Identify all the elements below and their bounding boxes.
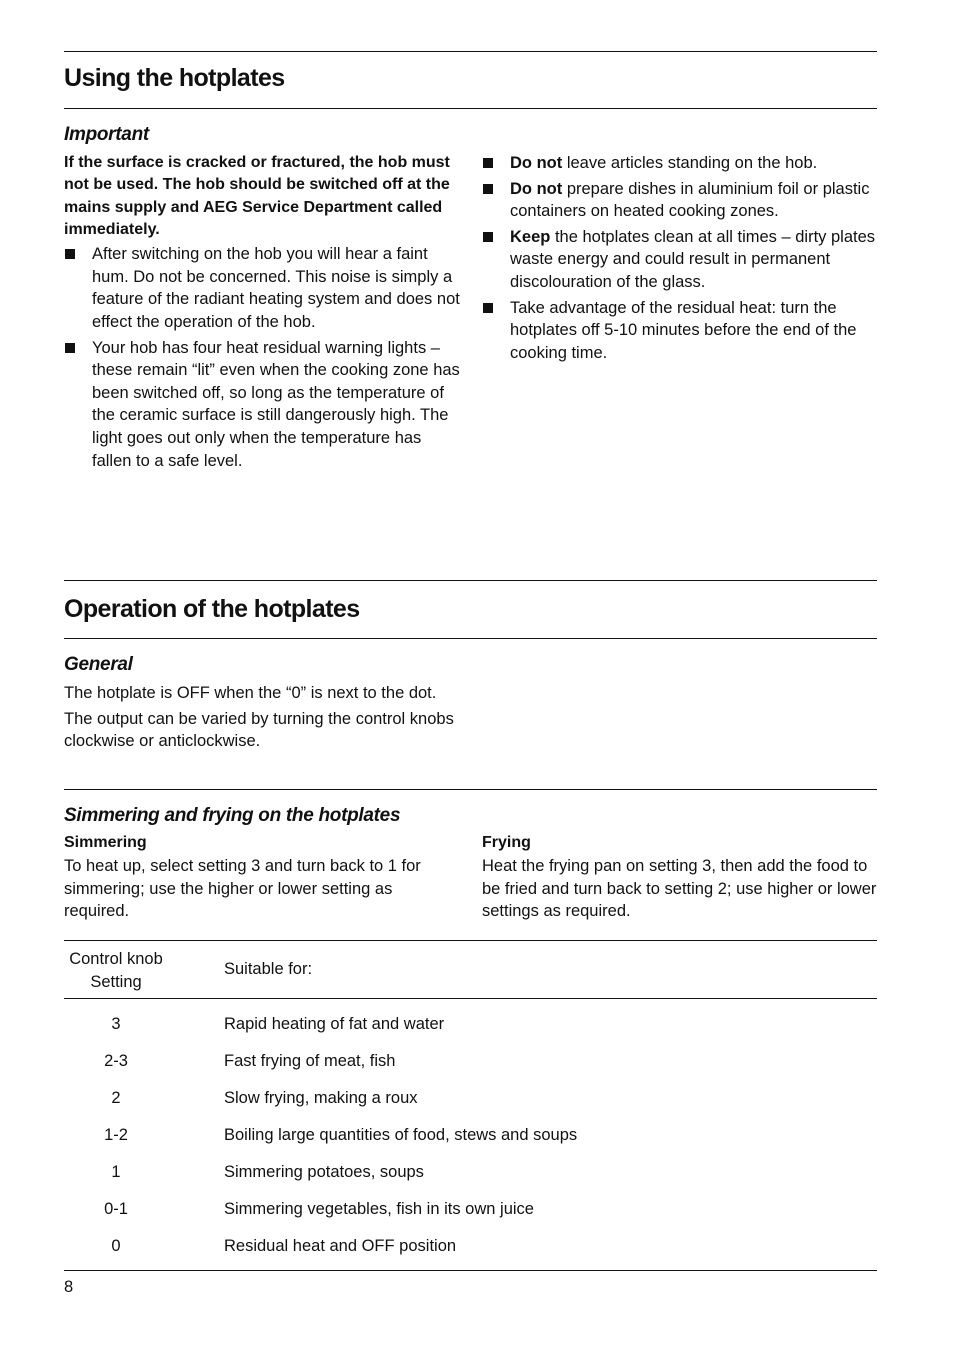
section2-top-rule	[64, 580, 877, 581]
bullet-square-icon	[483, 232, 493, 242]
list-item: Do not leave articles standing on the hob.	[482, 152, 880, 175]
frying-title: Frying	[482, 834, 531, 851]
use-value: Rapid heating of fat and water	[224, 1015, 445, 1033]
frying-text: Heat the frying pan on setting 3, then add the food to be fried and turn back to setting 2; use higher or lower settings as required.	[482, 857, 877, 921]
table-header-rule	[64, 998, 877, 999]
bullet-square-icon	[483, 158, 493, 168]
bullet-square-icon	[483, 303, 493, 313]
use-value: Residual heat and OFF position	[224, 1237, 457, 1255]
frying-block	[482, 834, 878, 923]
setting-value: 2	[111, 1089, 121, 1107]
section-title-operation: Operation of the hotplates	[64, 595, 360, 623]
header-setting-line2: Setting	[90, 972, 142, 991]
header-setting-line1: Control knob	[69, 950, 163, 968]
table-row	[64, 1089, 877, 1111]
table-row	[64, 1163, 877, 1185]
table-row	[64, 1126, 877, 1148]
list-item: Do not prepare dishes in aluminium foil or plastic containers on heated cooking zones.	[482, 178, 880, 223]
table-row	[64, 1015, 877, 1037]
table-header-setting	[54, 948, 178, 993]
top-rule	[64, 51, 877, 52]
left-column	[64, 152, 460, 475]
table-row	[64, 1052, 877, 1074]
table-row	[64, 1200, 877, 1222]
use-value: Simmering potatoes, soups	[224, 1163, 424, 1181]
general-para-2: The output can be varied by turning the control knobs clockwise or anticlockwise.	[64, 709, 454, 751]
warning-text: If the surface is cracked or fractured, the hob must not be used. The hob should be switched off at the mains supply and AEG Service Department called immediately.	[64, 154, 450, 238]
simmering-frying-heading: Simmering and frying on the hotplates	[64, 805, 401, 826]
general-rule	[64, 789, 877, 790]
bullet-square-icon	[65, 249, 75, 259]
general-heading: General	[64, 654, 133, 675]
general-para-1: The hotplate is OFF when the “0” is next to the dot.	[64, 684, 437, 702]
use-value: Boiling large quantities of food, stews and soups	[224, 1126, 578, 1144]
table-bottom-rule	[64, 1270, 877, 1271]
setting-value: 0	[111, 1237, 121, 1255]
left-bullet-list	[64, 243, 460, 472]
table-row	[64, 1237, 877, 1259]
bullet-square-icon	[483, 184, 493, 194]
use-value: Slow frying, making a roux	[224, 1089, 418, 1107]
use-value: Fast frying of meat, fish	[224, 1052, 396, 1070]
simmering-text: To heat up, select setting 3 and turn back to 1 for simmering; use the higher or lower setting as required.	[64, 857, 421, 921]
setting-value: 2-3	[104, 1052, 128, 1070]
important-heading: Important	[64, 124, 149, 145]
list-item: Your hob has four heat residual warning lights – these remain “lit” even when the cooking zone has been switched off, so long as the temperature of the ceramic surface is still dangerously high. The light goes out only when the temperature has fallen to a safe level.	[64, 337, 460, 473]
setting-value: 0-1	[104, 1200, 128, 1218]
section2-title-rule	[64, 638, 877, 639]
section-title-using: Using the hotplates	[64, 64, 285, 92]
simmering-block	[64, 834, 460, 923]
list-item: After switching on the hob you will hear a faint hum. Do not be concerned. This noise is simply a feature of the radiant heating system and does not effect the operation of the hob.	[64, 243, 460, 333]
setting-value: 3	[111, 1015, 121, 1033]
table-top-rule	[64, 940, 877, 941]
title-rule	[64, 108, 877, 109]
list-item: Take advantage of the residual heat: turn the hotplates off 5-10 minutes before the end of the cooking time.	[482, 297, 880, 365]
bullet-square-icon	[65, 343, 75, 353]
setting-value: 1-2	[104, 1126, 128, 1144]
table-header-use: Suitable for:	[224, 960, 313, 978]
right-bullet-list	[482, 152, 880, 364]
setting-value: 1	[111, 1163, 121, 1181]
use-value: Simmering vegetables, fish in its own juice	[224, 1200, 534, 1218]
general-text	[64, 682, 464, 753]
right-column	[482, 152, 880, 367]
page-number: 8	[64, 1278, 74, 1296]
list-item: Keep the hotplates clean at all times – dirty plates waste energy and could result in permanent discolouration of the glass.	[482, 226, 880, 294]
simmering-title: Simmering	[64, 834, 147, 851]
